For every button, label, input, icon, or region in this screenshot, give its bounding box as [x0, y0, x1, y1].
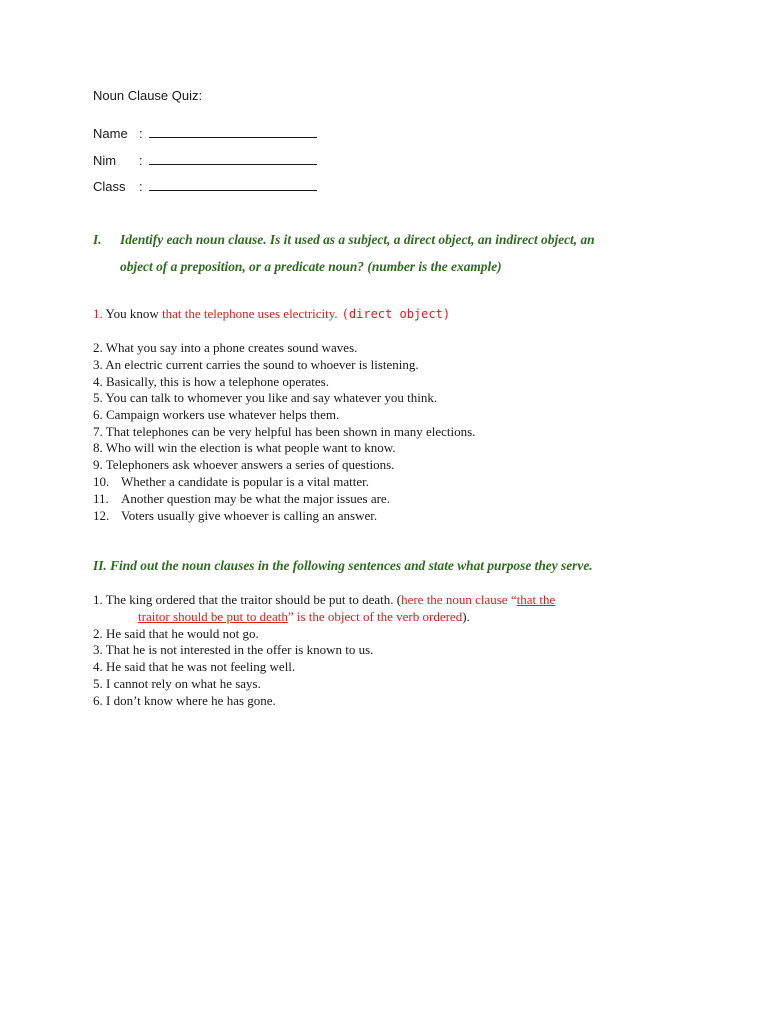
section1-heading-line2	[120, 259, 502, 275]
name-label: Name	[93, 126, 128, 141]
section2-heading	[93, 558, 593, 574]
section1-heading-text1: Identify each noun clause. Is it used as a subject, a direct object, an indirect object, an	[120, 232, 595, 247]
section2-example-line1	[93, 592, 561, 608]
nim-label: Nim	[93, 153, 117, 168]
example-quote-open: “	[510, 592, 517, 607]
item-number: 9.	[93, 457, 103, 472]
item-number: 3.	[93, 357, 103, 372]
section1-item-4	[93, 374, 329, 390]
name-colon: :	[139, 126, 143, 141]
item-number: 3.	[93, 642, 103, 657]
item-text: That he is not interested in the offer is known to us.	[105, 642, 374, 657]
section1-item-12	[93, 508, 377, 524]
item-text: Campaign workers use whatever helps them.	[106, 407, 340, 422]
section2-example-line2	[138, 609, 470, 625]
section1-item-9	[93, 457, 394, 473]
section1-item-11	[93, 491, 390, 507]
nim-input-line[interactable]	[149, 152, 317, 165]
section1-example	[93, 306, 450, 322]
example-close: ).	[462, 609, 470, 624]
example-number: 1.	[93, 306, 103, 321]
item-number: 5.	[93, 676, 103, 691]
item-number: 4.	[93, 659, 103, 674]
quiz-title: Noun Clause Quiz:	[93, 88, 203, 103]
item-text: Who will win the election is what people want to know.	[105, 440, 396, 455]
name-input-line[interactable]	[149, 125, 317, 138]
example-number: 1.	[93, 592, 103, 607]
example-note: (direct object)	[341, 307, 451, 321]
item-text: An electric current carries the sound to whoever is listening.	[105, 357, 419, 372]
item-text: Voters usually give whoever is calling an answer.	[121, 508, 378, 523]
item-text: Telephoners ask whoever answers a series of questions.	[105, 457, 395, 472]
item-text: Another question may be what the major issues are.	[121, 491, 390, 506]
example-clause-part2: traitor should be put to death	[138, 609, 288, 624]
section2-item-3	[93, 642, 373, 658]
class-field-row	[93, 178, 317, 194]
item-text: He said that he was not feeling well.	[106, 659, 296, 674]
item-number: 8.	[93, 440, 103, 455]
item-number: 4.	[93, 374, 103, 389]
class-colon: :	[139, 179, 143, 194]
class-label: Class	[93, 179, 126, 194]
section1-item-8	[93, 440, 396, 456]
example-quote-close: ”	[287, 609, 294, 624]
section1-heading-text2: object of a preposition, or a predicate noun? (number is the example)	[120, 259, 502, 274]
item-text: You can talk to whomever you like and say whatever you think.	[105, 390, 438, 405]
section1-item-7	[93, 424, 475, 440]
item-text: What you say into a phone creates sound waves.	[105, 340, 358, 355]
item-number: 6.	[93, 693, 103, 708]
item-text: I cannot rely on what he says.	[106, 676, 261, 691]
item-text: Basically, this is how a telephone operates.	[106, 374, 329, 389]
item-number: 6.	[93, 407, 103, 422]
section1-number: I.	[93, 232, 102, 247]
item-number: 10.	[93, 474, 110, 489]
nim-colon: :	[139, 153, 143, 168]
name-field-row	[93, 125, 317, 141]
item-text: He said that he would not go.	[106, 626, 259, 641]
item-number: 7.	[93, 424, 103, 439]
item-text: I don’t know where he has gone.	[106, 693, 276, 708]
nim-field-row	[93, 152, 317, 168]
example-lead: You know	[102, 306, 162, 321]
item-text: That telephones can be very helpful has been shown in many elections.	[105, 424, 476, 439]
item-number: 12.	[93, 508, 110, 523]
item-number: 2.	[93, 626, 103, 641]
item-number: 2.	[93, 340, 103, 355]
section2-item-2	[93, 626, 259, 642]
section2-item-4	[93, 659, 295, 675]
section2-item-5	[93, 676, 261, 692]
section1-heading-line1	[93, 232, 595, 248]
example-clause-part1: that the	[516, 592, 556, 607]
example-note-lead: here the noun clause	[401, 592, 511, 607]
example-text: The king ordered that the traitor should be put to death. (	[102, 592, 402, 607]
class-input-line[interactable]	[149, 178, 317, 191]
section2-item-6	[93, 693, 276, 709]
section1-item-2	[93, 340, 357, 356]
example-clause: that the telephone uses electricity.	[162, 306, 338, 321]
item-number: 11.	[93, 491, 109, 506]
section1-item-5	[93, 390, 437, 406]
item-number: 5.	[93, 390, 103, 405]
section1-item-3	[93, 357, 419, 373]
section2-heading-text: II. Find out the noun clauses in the following sentences and state what purpose they serve.	[93, 558, 593, 573]
section1-item-10	[93, 474, 369, 490]
example-note-tail: is the object of the verb ordered	[293, 609, 463, 624]
item-text: Whether a candidate is popular is a vital matter.	[121, 474, 369, 489]
section1-item-6	[93, 407, 339, 423]
